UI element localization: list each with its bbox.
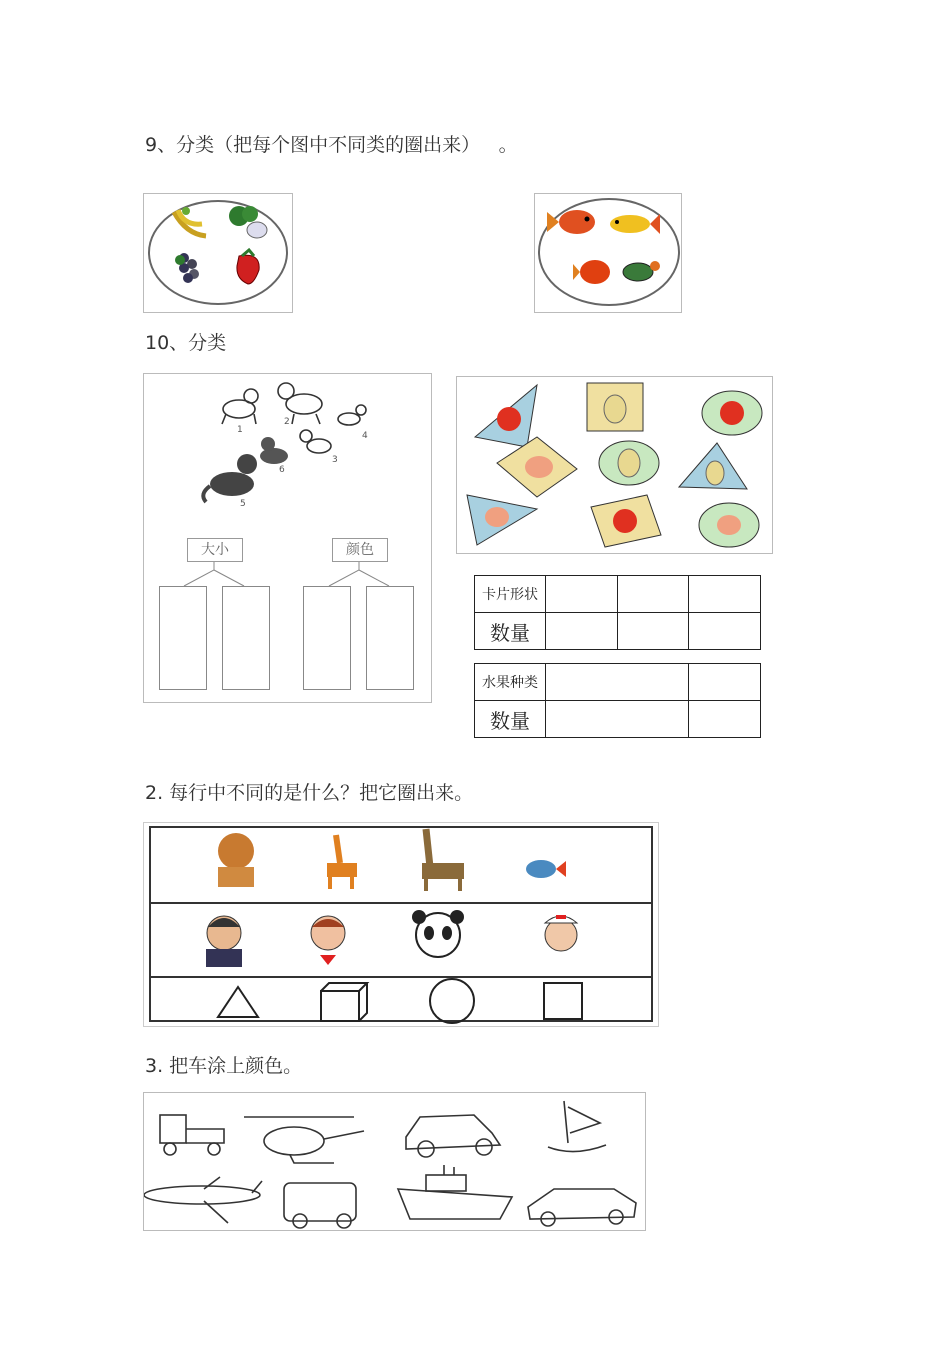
shape-cell[interactable] bbox=[545, 576, 617, 613]
shape-cell[interactable] bbox=[617, 576, 689, 613]
answer-box-size-2[interactable] bbox=[222, 586, 270, 690]
circle-icon bbox=[430, 979, 474, 1023]
q3-vehicles-picture bbox=[143, 1092, 646, 1231]
q10-title: 10、分类 bbox=[145, 332, 227, 354]
circle-card-apple bbox=[702, 391, 762, 435]
triangle-card-apple bbox=[475, 385, 537, 447]
grapes-icon bbox=[175, 253, 199, 283]
fruit-count-table bbox=[474, 663, 761, 738]
strawberry-icon bbox=[237, 250, 259, 284]
q9-title bbox=[145, 130, 518, 157]
q2-items bbox=[144, 823, 660, 1028]
q10-card-picture bbox=[456, 376, 773, 554]
shape-cell[interactable] bbox=[689, 576, 761, 613]
cat-icon bbox=[260, 437, 288, 464]
triangle-card-peach bbox=[467, 495, 537, 545]
size-label-box: 大小 bbox=[187, 538, 243, 562]
circle-card-peach bbox=[699, 503, 759, 547]
shape-count-table bbox=[474, 575, 761, 650]
q9-title-text: 9、分类（把每个图中不同类的圈出来） bbox=[145, 134, 471, 156]
cat-number: 5 bbox=[240, 499, 246, 509]
shape-count-cell[interactable] bbox=[617, 613, 689, 650]
q9-food-items bbox=[144, 194, 294, 314]
square-card-apple bbox=[591, 495, 661, 547]
q9-food-picture bbox=[143, 193, 293, 313]
answer-box-color-1[interactable] bbox=[303, 586, 351, 690]
square-card-pear bbox=[587, 383, 643, 431]
man-icon bbox=[206, 916, 242, 967]
fruit-cell[interactable] bbox=[689, 664, 761, 701]
answer-box-size-1[interactable] bbox=[159, 586, 207, 690]
fish-icon bbox=[610, 214, 660, 234]
square-card-peach bbox=[497, 437, 577, 497]
fruit-count-cell[interactable] bbox=[545, 701, 688, 738]
cat-number: 3 bbox=[332, 455, 338, 465]
q2-title: 2. 每行中不同的是什么？把它圈出来。 bbox=[145, 782, 474, 804]
llama-icon bbox=[422, 829, 464, 891]
cat-icon bbox=[203, 454, 257, 502]
q10-cat-picture bbox=[143, 373, 432, 703]
fruit-cards bbox=[457, 377, 774, 555]
cat-icon bbox=[338, 405, 366, 425]
cube-icon bbox=[321, 983, 367, 1021]
triangle-icon bbox=[218, 987, 258, 1017]
q9-animal-picture bbox=[534, 193, 682, 313]
fruit-count-cell[interactable] bbox=[689, 701, 761, 738]
q3-title: 3. 把车涂上颜色。 bbox=[145, 1055, 303, 1077]
shape-count-cell[interactable] bbox=[689, 613, 761, 650]
fruit-cell[interactable] bbox=[545, 664, 688, 701]
shape-header: 卡片形状 bbox=[475, 576, 546, 613]
panda-icon bbox=[412, 910, 464, 957]
vehicle-drawings bbox=[144, 1093, 647, 1232]
cat-number: 2 bbox=[284, 417, 290, 427]
broccoli-icon bbox=[229, 206, 267, 238]
giraffe-icon bbox=[327, 835, 357, 889]
helicopter-icon bbox=[244, 1117, 364, 1163]
truck-icon bbox=[160, 1115, 224, 1155]
fish-icon bbox=[573, 260, 610, 284]
shape-count-cell[interactable] bbox=[545, 613, 617, 650]
sports-car-icon bbox=[528, 1189, 636, 1226]
cat-icon bbox=[300, 430, 331, 453]
lion-icon bbox=[218, 833, 254, 887]
shape-count-label: 数量 bbox=[475, 613, 546, 650]
banana-icon bbox=[174, 207, 206, 236]
q2-picture bbox=[143, 822, 659, 1027]
color-label-box: 颜色 bbox=[332, 538, 388, 562]
answer-box-color-2[interactable] bbox=[366, 586, 414, 690]
turtle-icon bbox=[623, 261, 660, 281]
square-icon bbox=[544, 983, 582, 1019]
fish-icon bbox=[526, 860, 566, 878]
boy-icon bbox=[311, 916, 345, 965]
q9-animal-items bbox=[535, 194, 683, 314]
car-icon bbox=[406, 1115, 500, 1157]
fish-icon bbox=[547, 210, 595, 234]
triangle-card-pear bbox=[679, 443, 747, 489]
nurse-icon bbox=[545, 915, 577, 951]
circle-card-pear bbox=[599, 441, 659, 485]
fruit-count-label: 数量 bbox=[475, 701, 546, 738]
cat-number: 1 bbox=[237, 425, 243, 435]
cat-number: 4 bbox=[362, 431, 368, 441]
cat-number: 6 bbox=[279, 465, 285, 475]
ship-icon bbox=[398, 1165, 512, 1219]
van-icon bbox=[284, 1183, 356, 1228]
airplane-icon bbox=[144, 1177, 262, 1223]
sailboat-icon bbox=[548, 1101, 606, 1152]
fruit-header: 水果种类 bbox=[475, 664, 546, 701]
cat-icon bbox=[222, 389, 258, 424]
q9-title-end: 。 bbox=[498, 134, 518, 156]
